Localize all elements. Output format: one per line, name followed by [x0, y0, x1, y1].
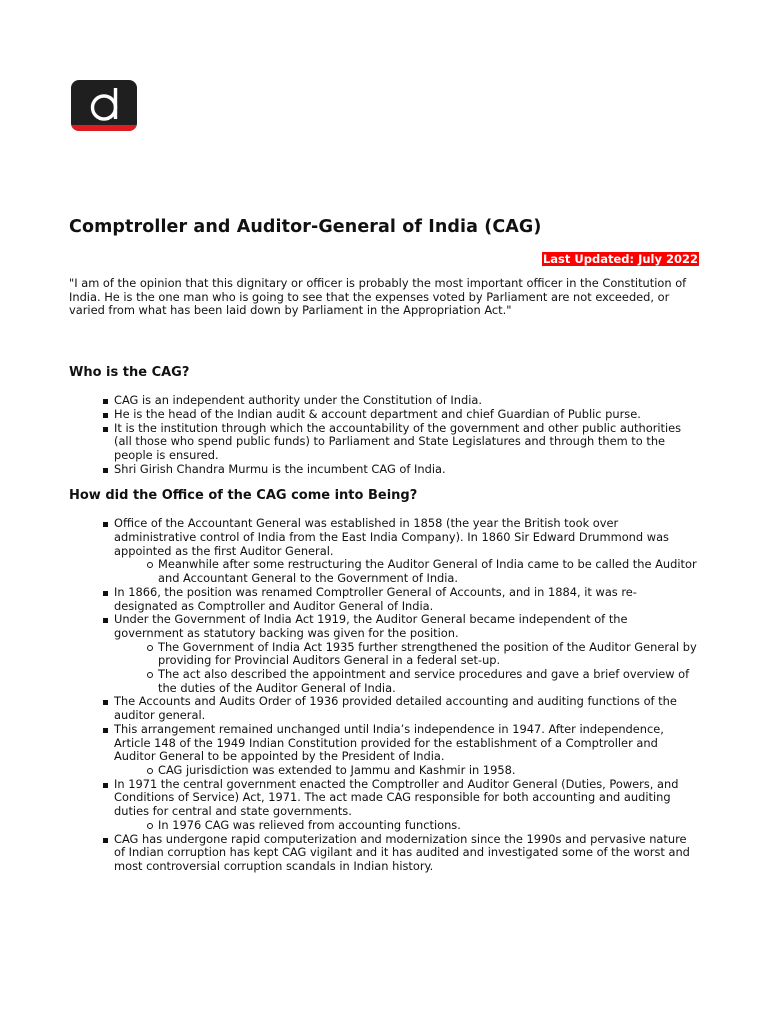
sub-list-item: CAG jurisdiction was extended to Jammu and Kashmir in 1958.: [158, 764, 699, 778]
last-updated-row: [69, 251, 699, 265]
list-item-text: CAG has undergone rapid computerization and modernization since the 1990s and pervasive nature of Indian corruption has kept CAG vigilant and it has audited and investigated some of the worst and most controversial corruption scandals in Indian history.: [114, 831, 690, 873]
sub-list: [114, 819, 699, 833]
sub-list-item: The Government of India Act 1935 further strengthened the position of the Auditor General by providing for Provincial Auditors General in a federal set-up.: [158, 641, 699, 668]
list-item: [114, 517, 699, 586]
list-item: [114, 695, 699, 722]
history-list: [69, 517, 699, 873]
list-item-text: In 1971 the central government enacted the Comptroller and Auditor General (Duties, Powers, and Conditions of Service) Act, 1971. The act made CAG responsible for both accounting and auditing duties for central and state governments.: [114, 776, 679, 819]
list-item-text: Office of the Accountant General was established in 1858 (the year the British took over administrative control of India from the East India Company). In 1860 Sir Edward Drummond was appointed as the first Auditor General.: [114, 516, 669, 558]
list-item-text: Under the Government of India Act 1919, the Auditor General became independent of the government as statutory backing was given for the position.: [114, 612, 628, 640]
list-item: It is the institution through which the accountability of the government and other public authorities (all those who spend public funds) to Parliament and State Legislatures and through them to the people is ensured.: [114, 422, 699, 463]
page-title: Comptroller and Auditor-General of India (CAG): [69, 217, 542, 237]
list-item: [114, 778, 699, 833]
document-body: [69, 214, 699, 874]
last-updated-badge: Last Updated: July 2022: [542, 252, 698, 266]
list-item: [114, 833, 699, 874]
who-list: [69, 394, 699, 476]
drishti-d-logo-icon: [71, 80, 137, 131]
list-item: [114, 613, 699, 695]
list-item-text: In 1866, the position was renamed Comptroller General of Accounts, and in 1884, it was re-designated as Comptroller and Auditor General of India.: [114, 584, 637, 613]
list-item: He is the head of the Indian audit & account department and chief Guardian of Public purse.: [114, 408, 699, 422]
sub-list-item: In 1976 CAG was relieved from accounting functions.: [158, 819, 699, 833]
section-heading-who: Who is the CAG?: [69, 365, 190, 381]
list-item: [114, 723, 699, 778]
sub-list-item: Meanwhile after some restructuring the Auditor General of India came to be called the Auditor and Accountant General to the Government of India.: [158, 558, 699, 585]
section-heading-history: How did the Office of the CAG come into Being?: [69, 488, 418, 504]
list-item: Shri Girish Chandra Murmu is the incumbent CAG of India.: [114, 463, 699, 477]
sub-list-item: The act also described the appointment and service procedures and gave a brief overview of the duties of the Auditor General of India.: [158, 668, 699, 695]
logo-accent-bar: [71, 125, 137, 131]
drishti-logo: [71, 80, 137, 131]
opening-quote: "I am of the opinion that this dignitary or officer is probably the most important officer in the Constitution of India. He is the one man who is going to see that the expenses voted by Parliament are not exceeded, or varied from what has been laid down by Parliament in the Appropriation Act.": [69, 276, 687, 318]
sub-list: [114, 764, 699, 778]
list-item-text: The Accounts and Audits Order of 1936 provided detailed accounting and auditing functions of the auditor general.: [114, 694, 677, 723]
list-item: [114, 586, 699, 613]
list-item-text: This arrangement remained unchanged until India’s independence in 1947. After independence, Article 148 of the 1949 Indian Constitution provided for the establishment of a Comptroller and Auditor General to be appointed by the President of India.: [114, 721, 664, 764]
list-item: CAG is an independent authority under the Constitution of India.: [114, 394, 699, 408]
sub-list: [114, 641, 699, 696]
sub-list: [114, 558, 699, 585]
